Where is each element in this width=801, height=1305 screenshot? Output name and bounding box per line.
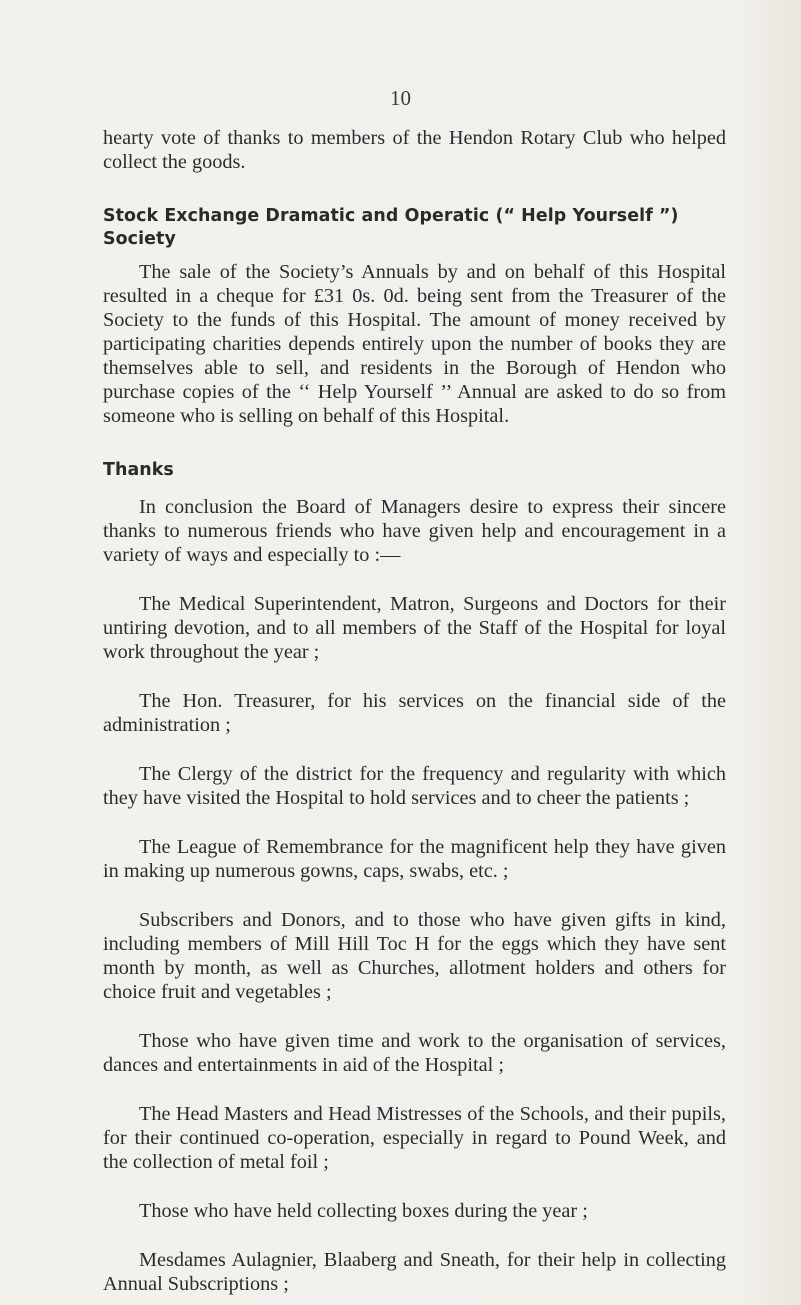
page-number: 10 xyxy=(390,86,411,110)
thanks-clergy-paragraph: The Clergy of the district for the frequency and regularity with which they have visited the Hospital to hold services and to cheer the patients ; xyxy=(103,763,726,809)
thanks-collecting-boxes-paragraph: Those who have held collecting boxes during the year ; xyxy=(139,1200,588,1222)
thanks-organisers-paragraph: Those who have given time and work to the organisation of services, dances and entertainments in aid of the Hospital ; xyxy=(103,1030,726,1076)
thanks-intro-paragraph: In conclusion the Board of Managers desire to express their sincere thanks to numerous friends who have given help and encouragement in a variety of ways and especially to :— xyxy=(103,496,726,566)
thanks-league-paragraph: The League of Remembrance for the magnificent help they have given in making up numerous gowns, caps, swabs, etc. ; xyxy=(103,836,726,882)
page-body xyxy=(103,126,726,1296)
thanks-mesdames-paragraph: Mesdames Aulagnier, Blaaberg and Sneath, for their help in collecting Annual Subscriptions ; xyxy=(103,1249,726,1295)
thanks-schools-paragraph: The Head Masters and Head Mistresses of the Schools, and their pupils, for their continued co-operation, especially in regard to Pound Week, and the collection of metal foil ; xyxy=(103,1103,726,1173)
thanks-treasurer-paragraph: The Hon. Treasurer, for his services on the financial side of the administration ; xyxy=(103,690,726,736)
section-heading-help-yourself-society: Stock Exchange Dramatic and Operatic (“ Help Yourself ”) Society xyxy=(103,206,679,249)
intro-continuation-paragraph: hearty vote of thanks to members of the Hendon Rotary Club who helped collect the goods. xyxy=(103,127,726,173)
thanks-subscribers-paragraph: Subscribers and Donors, and to those who have given gifts in kind, including members of Mill Hill Toc H for the eggs which they have sent month by month, as well as Churches, allotment holders and others for choice fruit and vegetables ; xyxy=(103,909,726,1003)
thanks-medical-staff-paragraph: The Medical Superintendent, Matron, Surgeons and Doctors for their untiring devotion, and to all members of the Staff of the Hospital for loyal work throughout the year ; xyxy=(103,593,726,663)
society-sale-paragraph: The sale of the Society’s Annuals by and on behalf of this Hospital resulted in a cheque for £31 0s. 0d. being sent from the Treasurer of the Society to the funds of this Hospital. The amount of money received by participating charities depends entirely upon the number of books they are themselves able to sell, and residents in the Borough of Hendon who purchase copies of the ‘‘ Help Yourself ’’ Annual are asked to do so from someone who is selling on behalf of this Hospital. xyxy=(103,261,726,427)
section-heading-thanks: Thanks xyxy=(103,460,174,480)
